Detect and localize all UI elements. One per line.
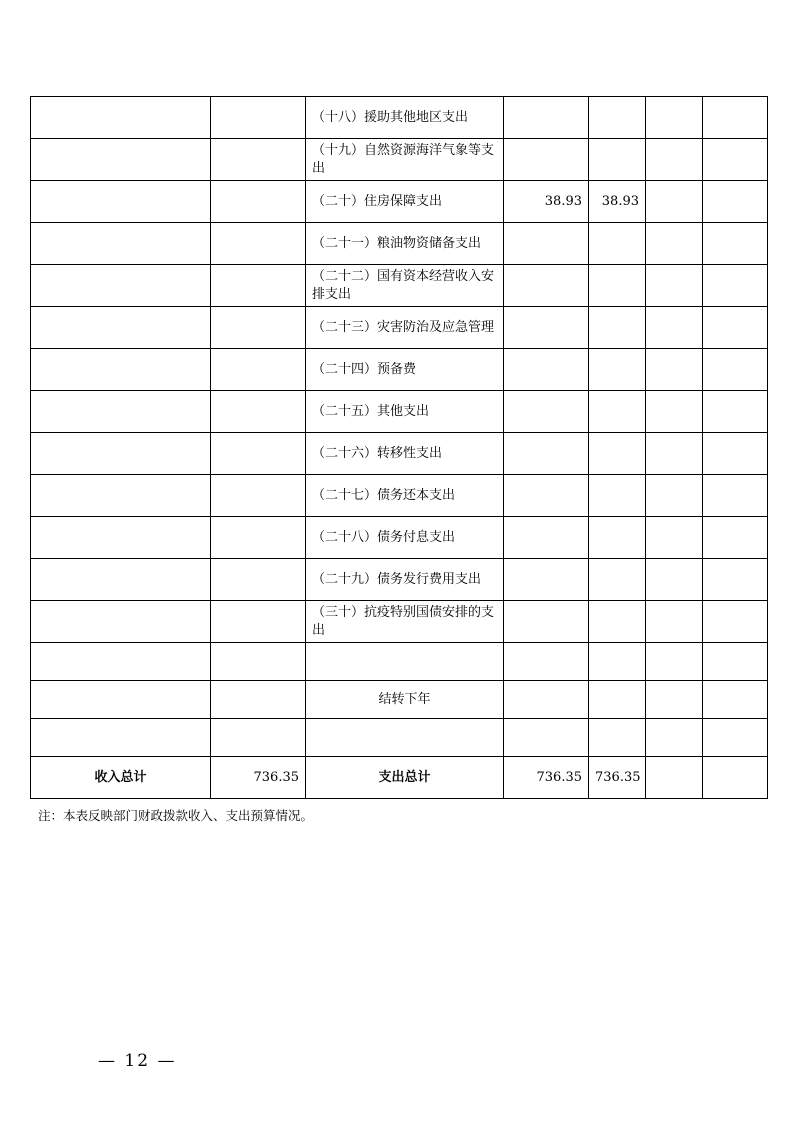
table-row (31, 349, 768, 391)
item-value (504, 391, 589, 433)
empty-cell (211, 517, 306, 559)
empty-cell (646, 559, 703, 601)
empty-cell (211, 349, 306, 391)
empty-cell (211, 223, 306, 265)
item-label: （二十四）预备费 (306, 349, 504, 391)
empty-cell (211, 601, 306, 643)
item-value (504, 307, 589, 349)
table-row (31, 719, 768, 757)
empty-cell (646, 139, 703, 181)
empty-cell (31, 181, 211, 223)
item-label: （十九）自然资源海洋气象等支出 (306, 139, 504, 181)
expense-total-value: 736.35 (504, 757, 589, 799)
empty-cell (703, 181, 768, 223)
empty-cell (31, 223, 211, 265)
empty-cell (703, 391, 768, 433)
empty-cell (646, 265, 703, 307)
empty-cell (31, 265, 211, 307)
item-value-2 (589, 517, 646, 559)
empty-cell (646, 391, 703, 433)
item-label: （三十）抗疫特别国债安排的支出 (306, 601, 504, 643)
empty-cell (646, 349, 703, 391)
item-label: （二十八）债务付息支出 (306, 517, 504, 559)
item-value-2 (589, 391, 646, 433)
empty-cell (646, 97, 703, 139)
budget-table (30, 96, 768, 799)
item-label: （二十六）转移性支出 (306, 433, 504, 475)
item-value-2 (589, 601, 646, 643)
table-row (31, 391, 768, 433)
empty-cell (31, 97, 211, 139)
item-value (504, 139, 589, 181)
empty-cell (211, 307, 306, 349)
table-row (31, 223, 768, 265)
empty-cell (703, 475, 768, 517)
empty-cell (703, 97, 768, 139)
item-value-2: 38.93 (589, 181, 646, 223)
empty-cell (211, 559, 306, 601)
empty-cell (31, 349, 211, 391)
table-row (31, 433, 768, 475)
table-row (31, 265, 768, 307)
empty-cell (646, 517, 703, 559)
income-total-label: 收入总计 (31, 757, 211, 799)
table-row (31, 475, 768, 517)
table-row (31, 517, 768, 559)
empty-cell (703, 433, 768, 475)
table-row (31, 559, 768, 601)
empty-cell (703, 139, 768, 181)
empty-cell (646, 307, 703, 349)
table-note: 注：本表反映部门财政拨款收入、支出预算情况。 (38, 808, 314, 823)
table-row (31, 601, 768, 643)
empty-cell (703, 307, 768, 349)
item-label: （二十三）灾害防治及应急管理 (306, 307, 504, 349)
table-row (31, 139, 768, 181)
empty-cell (646, 433, 703, 475)
empty-cell (211, 391, 306, 433)
item-value (504, 475, 589, 517)
empty-cell (31, 307, 211, 349)
item-value-2 (589, 307, 646, 349)
empty-cell (31, 475, 211, 517)
item-label: （二十）住房保障支出 (306, 181, 504, 223)
empty-cell (703, 517, 768, 559)
empty-cell (31, 517, 211, 559)
item-value-2 (589, 139, 646, 181)
empty-cell (703, 223, 768, 265)
item-value (504, 517, 589, 559)
empty-cell (211, 433, 306, 475)
item-value-2 (589, 475, 646, 517)
expense-total-label: 支出总计 (306, 757, 504, 799)
table-row (31, 307, 768, 349)
income-total-value: 736.35 (211, 757, 306, 799)
empty-cell (703, 559, 768, 601)
table-row (31, 681, 768, 719)
empty-cell (31, 433, 211, 475)
empty-cell (211, 265, 306, 307)
item-value-2 (589, 349, 646, 391)
item-value (504, 559, 589, 601)
page-number: — 12 — (98, 1051, 177, 1071)
item-value: 38.93 (504, 181, 589, 223)
item-value (504, 265, 589, 307)
item-value-2 (589, 223, 646, 265)
empty-cell (646, 601, 703, 643)
item-value (504, 223, 589, 265)
item-label: （二十一）粮油物资储备支出 (306, 223, 504, 265)
empty-cell (31, 139, 211, 181)
table-row (31, 181, 768, 223)
empty-cell (703, 601, 768, 643)
item-label: （二十五）其他支出 (306, 391, 504, 433)
empty-cell (211, 139, 306, 181)
item-value-2 (589, 265, 646, 307)
empty-cell (31, 559, 211, 601)
item-value-2 (589, 433, 646, 475)
item-value (504, 97, 589, 139)
item-value-2 (589, 559, 646, 601)
item-value-2 (589, 97, 646, 139)
empty-cell (646, 181, 703, 223)
item-label: （二十九）债务发行费用支出 (306, 559, 504, 601)
empty-cell (211, 181, 306, 223)
table-row (31, 97, 768, 139)
carryover-label: 结转下年 (306, 681, 504, 719)
empty-cell (31, 391, 211, 433)
empty-cell (703, 265, 768, 307)
empty-cell (211, 97, 306, 139)
item-value (504, 349, 589, 391)
table-row (31, 643, 768, 681)
item-value (504, 601, 589, 643)
empty-cell (646, 223, 703, 265)
empty-cell (211, 475, 306, 517)
total-row (31, 757, 768, 799)
item-label: （十八）援助其他地区支出 (306, 97, 504, 139)
expense-total-value-2: 736.35 (589, 757, 646, 799)
item-label: （二十七）债务还本支出 (306, 475, 504, 517)
empty-cell (646, 475, 703, 517)
empty-cell (31, 601, 211, 643)
item-value (504, 433, 589, 475)
empty-cell (703, 349, 768, 391)
item-label: （二十二）国有资本经营收入安排支出 (306, 265, 504, 307)
